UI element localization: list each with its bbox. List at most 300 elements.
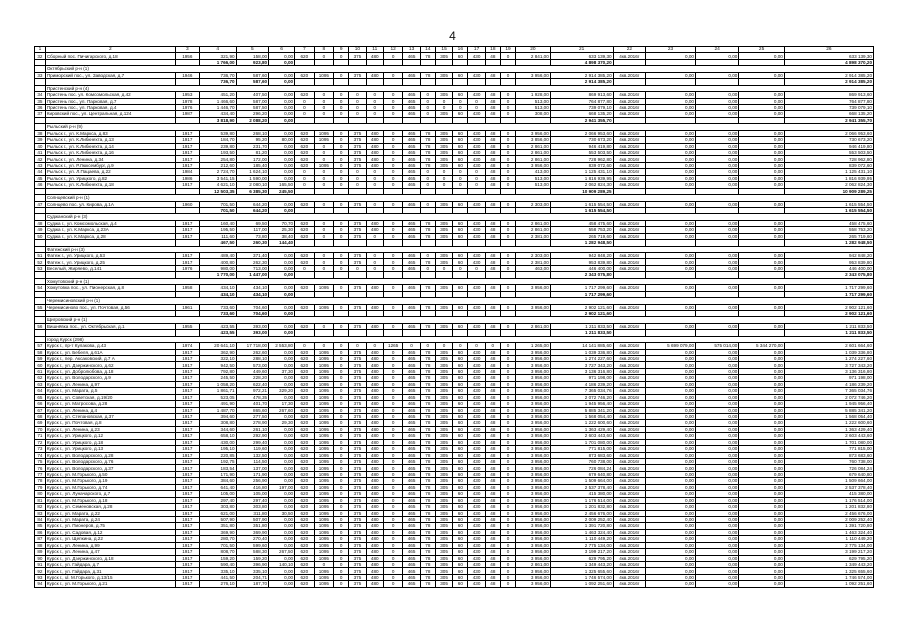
table-cell: 0	[468, 169, 485, 175]
table-cell: 1 325 655,60	[784, 568, 873, 574]
table-cell: 4кв.2016г	[613, 516, 646, 522]
table-cell: Курск г., ул. Ленина, д.4	[45, 407, 175, 413]
table-cell: 465	[403, 259, 420, 265]
table-cell: 375	[349, 471, 366, 477]
table-cell: 1 201 832,80	[784, 504, 873, 510]
table-cell: 0,00	[696, 53, 739, 59]
table-cell: 0,00	[646, 497, 696, 503]
table-cell: Пристень пос., ул. Парковая, д.7	[45, 98, 175, 104]
table-cell: 311,80	[236, 510, 269, 516]
table-cell: 0,00	[646, 265, 696, 271]
table-cell: 305	[435, 574, 452, 580]
table-cell: 0,00	[646, 362, 696, 368]
table-cell: 1956	[175, 53, 199, 59]
table-cell: 1 717 299,60	[784, 291, 873, 297]
table-cell: 305	[435, 381, 452, 387]
table-cell: 0,00	[646, 169, 696, 175]
table-cell: 3 956,00	[516, 497, 551, 503]
table-cell: Рыльск г., ул. Л.Пацаева, д.22	[45, 169, 175, 175]
table-cell: 40	[35, 143, 46, 149]
table-cell: 0,00	[696, 253, 739, 259]
table-cell: 0	[366, 182, 383, 188]
table-cell: 60	[453, 446, 468, 452]
table-cell: 0	[383, 265, 403, 271]
table-cell: 430	[468, 497, 485, 503]
table-cell: 0,00	[739, 452, 785, 458]
table-cell: 553 503,50	[550, 150, 613, 156]
table-cell: 73,80	[236, 233, 269, 239]
table-cell: 1 211 833,50	[784, 330, 873, 336]
table-cell: 60	[453, 478, 468, 484]
table-cell: 1917	[175, 375, 199, 381]
table-cell: 305	[435, 504, 452, 510]
table-cell: 0	[349, 182, 366, 188]
table-cell: 0,00	[646, 478, 696, 484]
table-cell: 78	[420, 407, 435, 413]
table-cell: 416,80	[236, 484, 269, 490]
table-cell: 0	[500, 72, 515, 78]
table-cell: 0	[500, 304, 515, 310]
table-cell: 465	[403, 510, 420, 516]
table-cell: 1 282 948,50	[784, 240, 873, 246]
table-cell: 764 877,80	[550, 98, 613, 104]
table-cell: 1095	[314, 459, 334, 465]
table-cell: 69,50	[236, 220, 269, 226]
table-cell: 465	[403, 53, 420, 59]
table-cell: 0	[468, 265, 485, 271]
table-cell: 48	[485, 201, 500, 207]
table-cell: 4кв.2016г	[613, 104, 646, 110]
table-cell: 430	[468, 471, 485, 477]
table-cell: 0,00	[646, 581, 696, 587]
table-cell: 588,30	[236, 549, 269, 555]
table-cell: 430	[468, 555, 485, 561]
table-cell: 73	[35, 446, 46, 452]
table-cell: 78	[420, 491, 435, 497]
table-cell: 0	[500, 491, 515, 497]
table-cell: 942 848,20	[784, 253, 873, 259]
table-cell: 2 941 355,70	[784, 117, 873, 123]
table-cell: 0	[334, 233, 349, 239]
table-cell: 0	[383, 175, 403, 181]
table-cell: 1 125 431,10	[550, 169, 613, 175]
table-cell: 254,80	[199, 156, 236, 162]
table-cell: 0	[334, 169, 349, 175]
table-cell: 192,75	[199, 459, 236, 465]
table-cell: 369,90	[236, 529, 269, 535]
table-cell: 489,40	[199, 253, 236, 259]
table-cell: 1 110 449,20	[550, 536, 613, 542]
table-cell: 375	[349, 220, 366, 226]
table-cell: 0,00	[269, 536, 295, 542]
table-cell: 465	[403, 356, 420, 362]
table-cell: 3 956,00	[516, 542, 551, 548]
table-cell: 0,00	[646, 227, 696, 233]
table-cell: 620	[295, 452, 315, 458]
table-cell: 375	[349, 497, 366, 503]
table-cell: 0	[500, 555, 515, 561]
district-group-label: город Курск (298)	[45, 336, 873, 342]
table-cell: 480	[366, 516, 383, 522]
table-cell: 0,00	[269, 253, 295, 259]
table-cell: 0,00	[696, 562, 739, 568]
table-cell: 620	[295, 72, 315, 78]
table-cell: 620	[295, 439, 315, 445]
table-cell: 0,00	[646, 137, 696, 143]
table-cell: 0	[383, 111, 403, 117]
table-cell: 60	[453, 484, 468, 490]
table-cell: 60	[453, 375, 468, 381]
table-cell: 60	[453, 53, 468, 59]
table-cell: 4кв.2016г	[613, 388, 646, 394]
table-cell: 0	[500, 130, 515, 136]
table-cell: Суджа г., ул. К.Маркса, д.23А	[45, 227, 175, 233]
table-cell: 0,00	[646, 523, 696, 529]
table-cell: 0,00	[696, 568, 739, 574]
table-cell: 0,00	[739, 504, 785, 510]
table-cell: 193,50	[199, 150, 236, 156]
table-cell: 620	[295, 581, 315, 587]
table-cell: 869 913,60	[784, 92, 873, 98]
table-cell: 60	[453, 72, 468, 78]
table-cell: 1917	[175, 259, 199, 265]
table-cell: 430	[468, 375, 485, 381]
table-cell: 4 621,10	[199, 182, 236, 188]
table-cell: 2 914 385,20	[784, 72, 873, 78]
table-cell: 923,80	[236, 59, 269, 65]
table-cell: 3 956,00	[516, 465, 551, 471]
table-cell: 48	[485, 394, 500, 400]
table-cell: 0,00	[696, 555, 739, 561]
table-cell: 0	[383, 362, 403, 368]
table-cell: 60	[453, 523, 468, 529]
table-cell: 0	[500, 439, 515, 445]
table-cell: 78	[35, 478, 46, 484]
table-cell: 971 198,00	[550, 375, 613, 381]
table-cell: 0,00	[696, 549, 739, 555]
table-cell: 480	[366, 407, 383, 413]
table-cell: 305	[435, 459, 452, 465]
table-cell: 1961	[175, 304, 199, 310]
table-cell: 0,00	[646, 381, 696, 387]
table-cell: 539,80	[199, 130, 236, 136]
table-cell: 0,00	[696, 388, 739, 394]
table-cell: 83	[35, 510, 46, 516]
table-cell: 430	[468, 388, 485, 394]
table-cell: 305	[435, 162, 452, 168]
table-cell: 0,00	[696, 150, 739, 156]
table-cell: 558 753,20	[550, 227, 613, 233]
table-cell: 0	[295, 111, 315, 117]
table-cell: 1265	[383, 343, 403, 349]
table-cell: 1 624,10	[236, 169, 269, 175]
table-cell: Курск г., ул. Гайдара, д.31	[45, 568, 175, 574]
table-cell: 375	[349, 574, 366, 580]
table-cell: 0,00	[269, 452, 295, 458]
table-cell: 305	[435, 233, 452, 239]
table-cell: 839 072,60	[784, 162, 873, 168]
table-cell: 0	[334, 227, 349, 233]
table-cell: 0,00	[269, 104, 295, 110]
table-cell: 0,00	[646, 304, 696, 310]
table-cell: 620	[295, 394, 315, 400]
table-cell: 4кв.2016г	[613, 523, 646, 529]
table-cell: 48	[485, 401, 500, 407]
table-cell: 434,10	[199, 291, 236, 297]
table-cell: 679 640,80	[784, 471, 873, 477]
table-cell: 465	[403, 433, 420, 439]
table-cell: 458 475,60	[784, 220, 873, 226]
table-cell: 1976	[175, 265, 199, 271]
table-cell: 0,00	[646, 104, 696, 110]
table-cell: 480	[366, 549, 383, 555]
table-cell: 0,00	[269, 304, 295, 310]
table-cell: 3 136 316,80	[784, 368, 873, 374]
table-cell: 305	[435, 401, 452, 407]
table-cell: 4кв.2016г	[613, 381, 646, 387]
table-cell: 4кв.2016г	[613, 156, 646, 162]
table-cell: 2 914 385,20	[550, 79, 613, 85]
table-cell: 587,60	[236, 79, 269, 85]
table-cell: 1095	[314, 375, 334, 381]
table-cell: 1095	[314, 401, 334, 407]
table-cell: 1 701 080,00	[784, 439, 873, 445]
table-cell: 0	[500, 401, 515, 407]
table-cell: 1917	[175, 465, 199, 471]
table-cell: 0	[314, 92, 334, 98]
table-cell: 0	[314, 227, 334, 233]
table-cell: 0,00	[739, 523, 785, 529]
table-cell: 394,60	[199, 413, 236, 419]
table-cell: 620	[295, 201, 315, 207]
table-cell: 81	[35, 497, 46, 503]
table-cell: 0	[500, 459, 515, 465]
table-cell: 430	[468, 92, 485, 98]
table-cell: 480	[366, 465, 383, 471]
table-cell: 430	[468, 574, 485, 580]
table-cell: 0	[383, 304, 403, 310]
table-cell: 4кв.2016г	[613, 169, 646, 175]
table-cell: 1 816 939,95	[550, 175, 613, 181]
table-cell: 0	[420, 343, 435, 349]
table-cell: 0,00	[269, 523, 295, 529]
table-cell: 0,00	[696, 394, 739, 400]
table-cell: 0,00	[739, 72, 785, 78]
table-cell: 3 956,00	[516, 381, 551, 387]
table-cell: 78	[420, 478, 435, 484]
table-cell: 3 956,00	[516, 452, 551, 458]
table-cell: Курск г., ул. М.Горького, д.19	[45, 478, 175, 484]
table-cell: 0,00	[646, 259, 696, 265]
table-cell: 78	[420, 523, 435, 529]
table-cell: 0	[334, 439, 349, 445]
table-cell: 0,00	[739, 111, 785, 117]
table-cell: 1 039 336,80	[550, 349, 613, 355]
table-cell: 48	[485, 137, 500, 143]
table-cell: 305	[435, 253, 452, 259]
table-cell: 1 717 299,60	[550, 291, 613, 297]
table-cell: 375	[349, 426, 366, 432]
table-cell: 4кв.2016г	[613, 362, 646, 368]
table-cell: 2 861,00	[516, 323, 551, 329]
table-cell: 430	[468, 523, 485, 529]
table-cell: 0	[500, 504, 515, 510]
table-cell: 0	[500, 574, 515, 580]
table-cell: 1917	[175, 491, 199, 497]
table-cell: 465	[403, 439, 420, 445]
table-cell: 620	[295, 413, 315, 419]
table-cell: 0,00	[739, 285, 785, 291]
table-cell: 1095	[314, 349, 334, 355]
table-cell: 434,10	[236, 285, 269, 291]
table-cell: 434,40	[199, 111, 236, 117]
table-cell: 1095	[314, 555, 334, 561]
table-cell: 38,40	[269, 233, 295, 239]
table-cell: 0,00	[269, 272, 295, 278]
table-cell: 0,00	[739, 98, 785, 104]
table-cell: 305	[435, 201, 452, 207]
table-cell: 78	[420, 362, 435, 368]
table-cell: Курск г., ул. Садовая, д.12	[45, 529, 175, 535]
table-cell: 1917	[175, 459, 199, 465]
table-cell: 371,40	[236, 253, 269, 259]
table-cell: 0	[500, 156, 515, 162]
table-cell: 0	[500, 233, 515, 239]
table-cell: 297,40	[236, 497, 269, 503]
table-cell: 65	[35, 394, 46, 400]
header-cell: 14	[420, 47, 435, 53]
table-cell: 480	[366, 452, 383, 458]
table-cell: 60	[453, 439, 468, 445]
table-cell: 430	[468, 201, 485, 207]
table-cell: 0	[334, 497, 349, 503]
table-cell: 48	[485, 150, 500, 156]
table-cell: 0,00	[269, 162, 295, 168]
table-cell: 4кв.2016г	[613, 536, 646, 542]
table-cell: 0	[383, 182, 403, 188]
table-cell: Курск г., ул. Матросова, д.28	[45, 401, 175, 407]
table-cell: 78	[420, 130, 435, 136]
table-cell: 0,00	[696, 111, 739, 117]
table-cell: 48	[485, 510, 500, 516]
table-cell: 0	[314, 259, 334, 265]
table-cell: 1 363 429,40	[550, 426, 613, 432]
table-cell: 48	[485, 555, 500, 561]
table-cell: 1095	[314, 510, 334, 516]
table-cell: 195,10	[199, 446, 236, 452]
table-cell: 1917	[175, 356, 199, 362]
table-cell: 465	[403, 201, 420, 207]
table-cell: 375	[349, 150, 366, 156]
table-cell: 2 009 252,40	[784, 516, 873, 522]
table-cell: 3 136 316,80	[550, 368, 613, 374]
table-cell: 1917	[175, 253, 199, 259]
table-cell: 0	[435, 98, 452, 104]
table-cell: 430	[468, 542, 485, 548]
table-cell: 0	[334, 394, 349, 400]
table-cell: 0,00	[646, 375, 696, 381]
table-cell: 0	[334, 201, 349, 207]
table-cell: 865,60	[236, 407, 269, 413]
table-cell: 0,00	[696, 72, 739, 78]
table-cell: 620	[295, 465, 315, 471]
table-cell: Фатеж г., ул. Урицкого, д.53	[45, 253, 175, 259]
table-cell: 80	[35, 491, 46, 497]
table-cell: 1917	[175, 426, 199, 432]
table-cell: 63	[35, 381, 46, 387]
table-cell: 0	[334, 349, 349, 355]
table-cell: 375	[349, 504, 366, 510]
table-cell: 441,50	[199, 574, 236, 580]
table-cell: 0,00	[646, 92, 696, 98]
table-cell: 0	[314, 323, 334, 329]
table-cell: 0	[500, 201, 515, 207]
table-cell: 0,00	[739, 92, 785, 98]
table-cell: 305	[435, 413, 452, 419]
table-cell: 0	[334, 362, 349, 368]
table-cell: 0	[383, 426, 403, 432]
table-cell: 47	[35, 201, 46, 207]
table-cell: 1095	[314, 162, 334, 168]
table-cell: 0	[334, 562, 349, 568]
table-cell: 0,00	[739, 201, 785, 207]
table-cell: 3 956,00	[516, 459, 551, 465]
table-cell: 430	[468, 220, 485, 226]
table-cell: 278,90	[236, 420, 269, 426]
table-cell: 620	[295, 446, 315, 452]
header-cell: 10	[349, 47, 366, 53]
table-cell: 730 673,20	[784, 137, 873, 143]
table-cell: 1917	[175, 233, 199, 239]
table-cell: 335,10	[236, 568, 269, 574]
table-cell: 64	[35, 388, 46, 394]
table-cell: 5 885 341,20	[784, 407, 873, 413]
table-cell: 4кв.2016г	[613, 111, 646, 117]
table-cell: 0,00	[739, 446, 785, 452]
table-cell: Курск г., ул. Степановская, д.37	[45, 413, 175, 419]
table-cell: 1917	[175, 150, 199, 156]
table-cell: 0	[500, 516, 515, 522]
table-cell: 0,00	[646, 504, 696, 510]
table-cell: 36	[35, 104, 46, 110]
table-cell: 60	[453, 542, 468, 548]
table-cell: 4кв.2016г	[613, 233, 646, 239]
table-cell: 0,00	[739, 574, 785, 580]
table-cell: 375	[349, 375, 366, 381]
table-cell: 478,35	[236, 394, 269, 400]
table-cell: 0,00	[739, 581, 785, 587]
table-cell: 0,00	[696, 285, 739, 291]
table-cell: 1095	[314, 426, 334, 432]
table-cell: 1 746 574,00	[550, 574, 613, 580]
header-cell: 7	[295, 47, 315, 53]
table-cell: 0	[314, 104, 334, 110]
table-cell: 620	[295, 356, 315, 362]
table-cell: 620	[295, 162, 315, 168]
table-cell: 465	[403, 381, 420, 387]
table-cell: 305	[435, 220, 452, 226]
table-cell: 4кв.2016г	[613, 562, 646, 568]
table-cell: 4кв.2016г	[613, 433, 646, 439]
table-cell: 0,00	[269, 356, 295, 362]
table-cell: 1 201 832,80	[550, 504, 613, 510]
table-cell: 375	[349, 529, 366, 535]
table-cell: 60	[453, 394, 468, 400]
table-cell: 0,00	[646, 446, 696, 452]
table-cell: 4кв.2016г	[613, 220, 646, 226]
table-cell: 620	[295, 568, 315, 574]
table-cell: Курск г., ул. М.Горького, д.74	[45, 484, 175, 490]
